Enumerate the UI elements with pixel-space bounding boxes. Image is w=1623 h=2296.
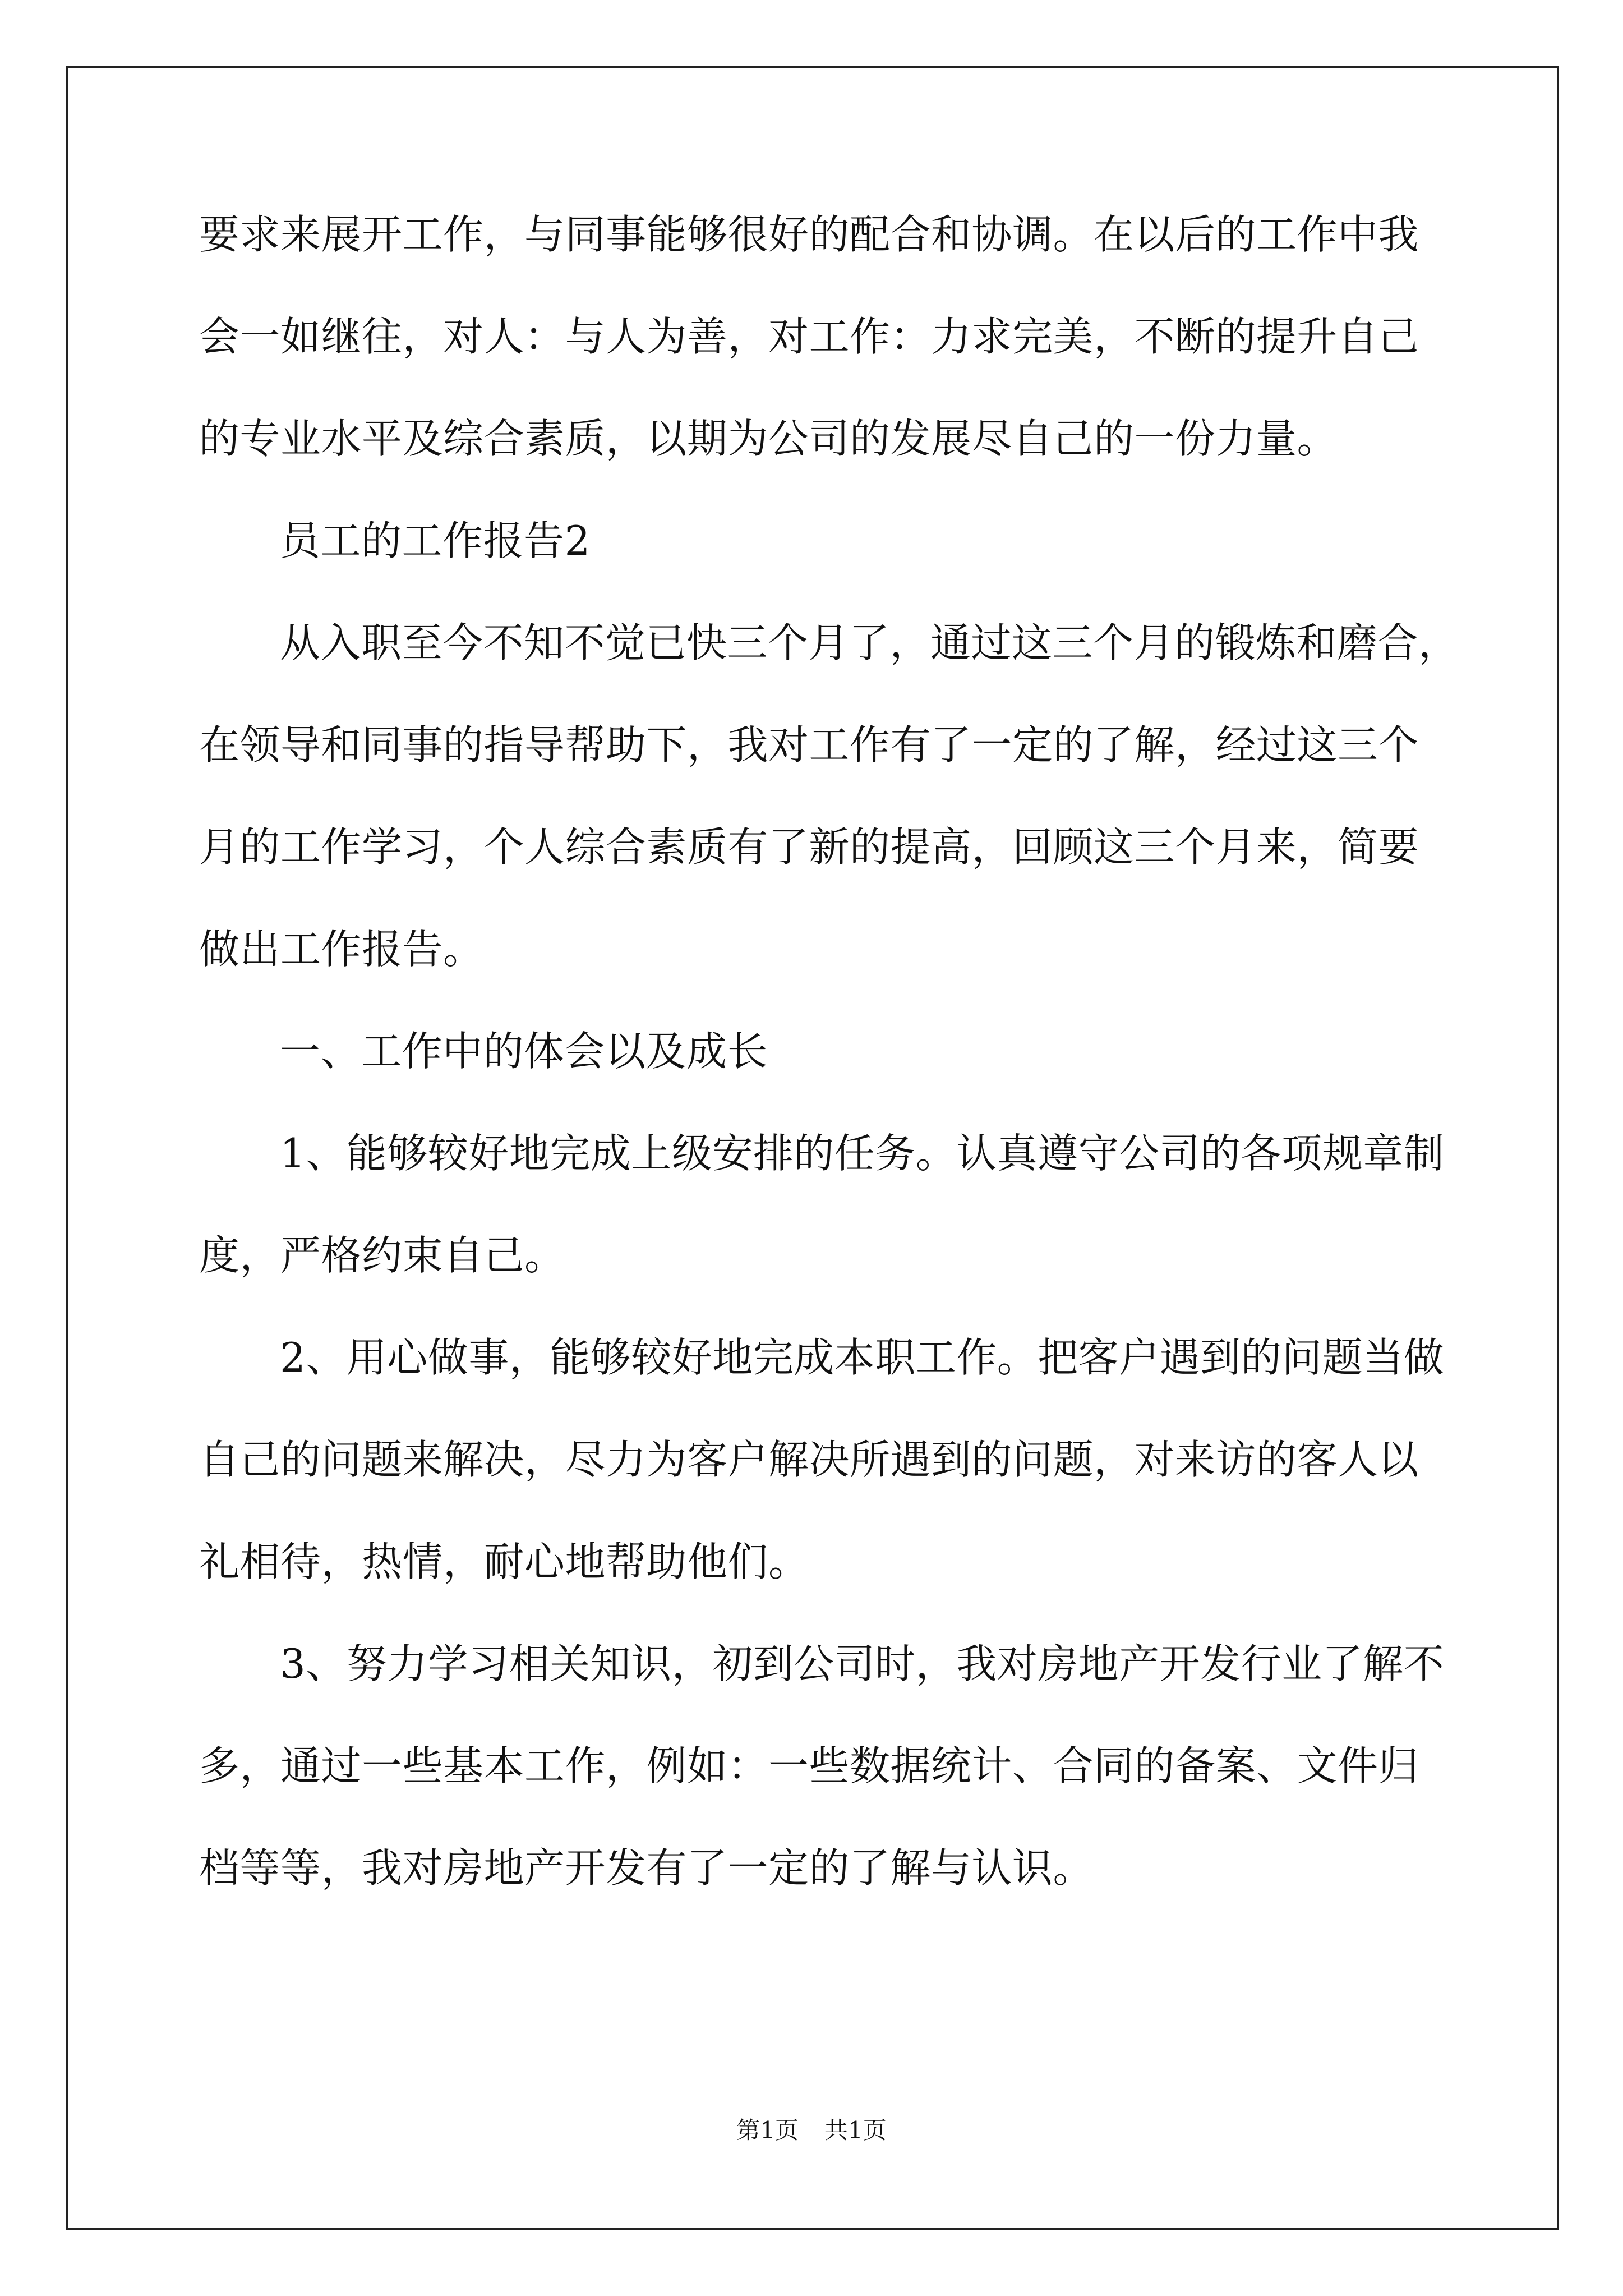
paragraph-line: 月的工作学习，个人综合素质有了新的提高，回顾这三个月来，简要 — [199, 823, 1419, 871]
paragraph-line: 档等等，我对房地产开发有了一定的了解与认识。 — [199, 1844, 1094, 1892]
paragraph-line: 从入职至今不知不觉已快三个月了，通过这三个月的锻炼和磨合， — [280, 619, 1459, 666]
paragraph-line: 做出工作报告。 — [199, 926, 484, 973]
paragraph-line: 3、努力学习相关知识，初到公司时，我对房地产开发行业了解不 — [280, 1640, 1445, 1687]
paragraph-line: 度，严格约束自己。 — [199, 1232, 565, 1279]
subsection-heading: 一、工作中的体会以及成长 — [280, 1028, 768, 1075]
page-footer — [0, 2115, 1623, 2146]
page-total: 共1页 — [824, 2116, 887, 2144]
paragraph-line: 在领导和同事的指导帮助下，我对工作有了一定的了解，经过这三个 — [199, 721, 1419, 769]
paragraph-line: 自己的问题来解决，尽力为客户解决所遇到的问题，对来访的客人以 — [199, 1436, 1419, 1483]
page-number: 第1页 — [736, 2116, 799, 2144]
paragraph-line: 要求来展开工作，与同事能够很好的配合和协调。在以后的工作中我 — [199, 211, 1419, 258]
paragraph-line: 会一如继往，对人：与人为善，对工作：力求完美，不断的提升自己 — [199, 313, 1419, 360]
paragraph-line: 1、能够较好地完成上级安排的任务。认真遵守公司的各项规章制 — [280, 1130, 1445, 1177]
paragraph-line: 多，通过一些基本工作，例如：一些数据统计、合同的备案、文件归 — [199, 1742, 1419, 1789]
paragraph-line: 礼相待，热情，耐心地帮助他们。 — [199, 1538, 809, 1585]
paragraph-line: 的专业水平及综合素质，以期为公司的发展尽自己的一份力量。 — [199, 415, 1338, 462]
paragraph-line: 2、用心做事，能够较好地完成本职工作。把客户遇到的问题当做 — [280, 1334, 1445, 1381]
section-heading: 员工的工作报告2 — [280, 517, 591, 564]
